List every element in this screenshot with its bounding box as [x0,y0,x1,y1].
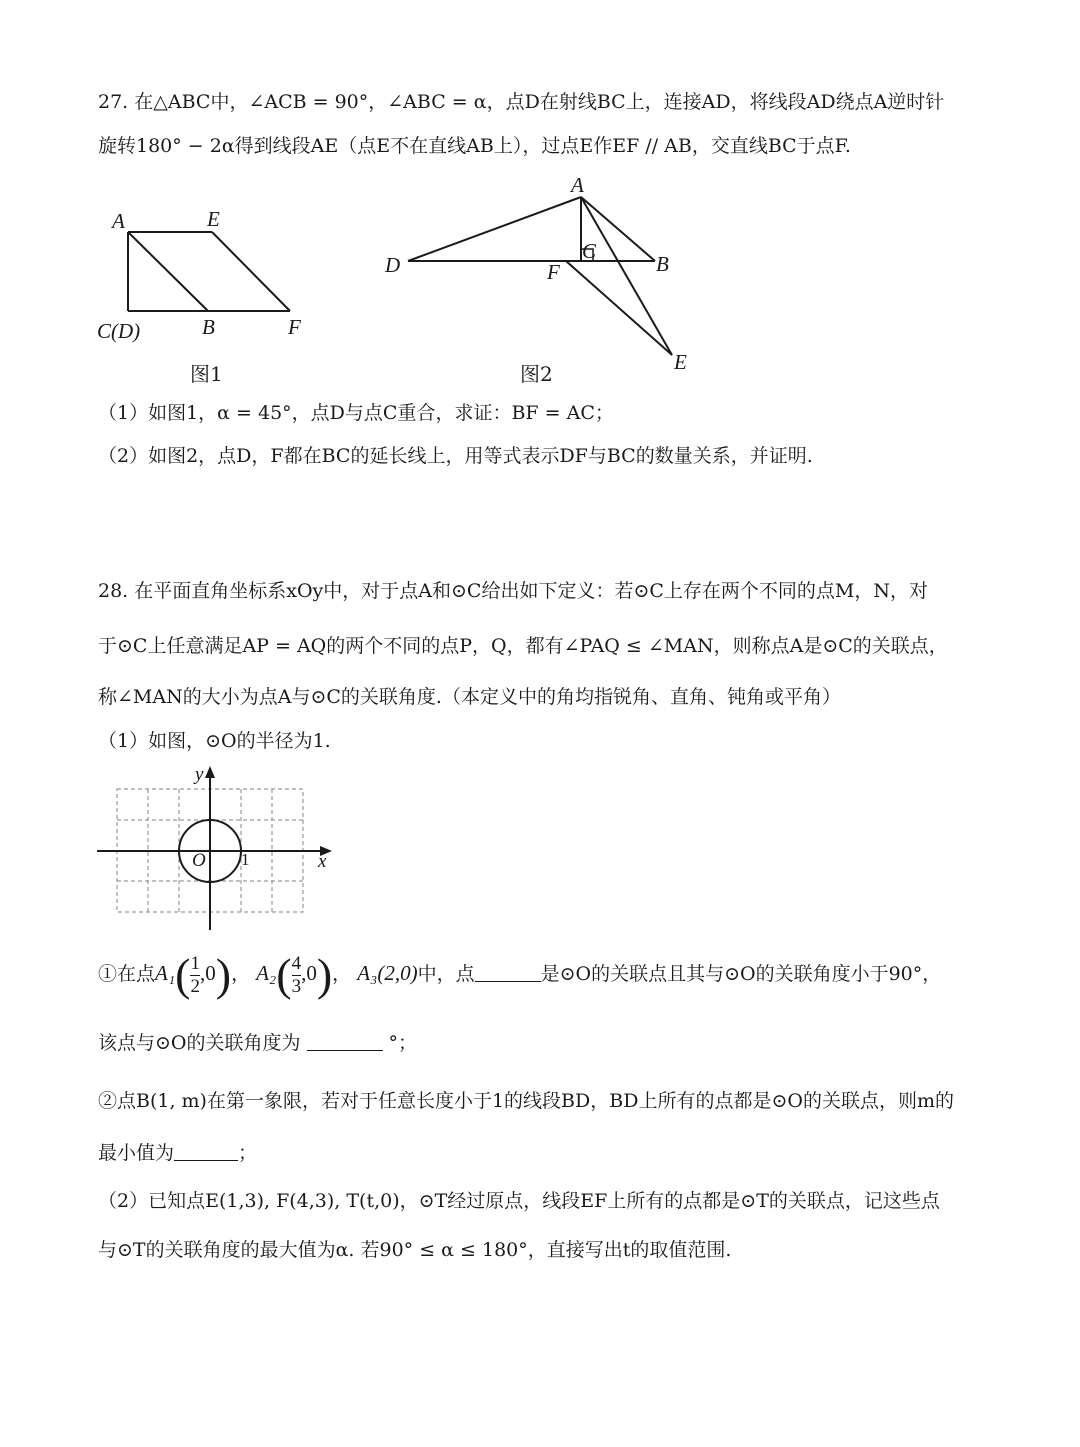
answer-blank-point[interactable] [475,961,541,982]
fig2-label-D: D [385,253,401,277]
point-A2-label: A₂ [256,961,277,985]
fig1-label-E: E [207,207,220,231]
point-A2-rest: ,0 [301,961,317,985]
point-A1-rest: ,0 [199,961,216,985]
q28-sub1-line-2 [98,1030,417,1055]
q28-line-3: 称∠MAN的大小为点A与⊙C的关联角度.（本定义中的角均指锐角、直角、钝角或平角） [98,686,841,708]
q28-sub1-line-1: ①在点A₁( $\frac{1}{2}$ ,0)， A₂( $\frac{4}{3}$ ,0)， A₃(2,0)中，点 是⊙O的关联点且其与⊙O的关联角度小于90°， [98,949,942,1000]
left-paren-icon: ( [175,949,191,1000]
fig2-label-F: F [547,260,560,284]
fig2-caption: 图2 [520,362,553,386]
q28-part-2-line-2: 与⊙T的关联角度的最大值为α. 若90° ≤ α ≤ 180°，直接写出t的取值范围. [98,1239,732,1261]
fig1-segment-EF [212,232,290,311]
fig2-segment-AE [581,197,672,355]
sub1-prefix: ①在点 [98,963,156,985]
point-A3-label: A₃(2,0) [357,961,418,985]
tick-label-1: 1 [241,850,250,869]
fraction-four-thirds [292,953,302,998]
sub1-line2-pre: 该点与⊙O的关联角度为 [98,1032,301,1054]
left-paren-icon: ( [276,949,292,1000]
sub1-mid: 中，点 [417,963,475,985]
q27-part-2: （2）如图2，点D，F都在BC的延长线上，用等式表示DF与BC的数量关系，并证明. [98,445,813,467]
q27-line-2: 旋转180° − 2α得到线段AE（点E不在直线AB上），过点E作EF // AB，交直线BC于点F. [98,135,851,157]
fig2-label-B: B [656,252,669,276]
q27-part-1: （1）如图1，α = 45°，点D与点C重合，求证：BF = AC； [98,402,614,424]
axis-label-y: y [195,764,204,785]
fraction-denominator: 2 [190,975,200,997]
right-paren-icon: ) [215,949,232,1000]
figure-2 [380,172,720,377]
fig1-label-CD: C(D) [97,319,141,343]
figure-1 [90,200,330,350]
y-axis-arrow-icon [205,766,215,778]
right-paren-icon: ) [316,949,333,1000]
fig2-label-A: A [571,173,584,197]
q28-line-1: 28. 在平面直角坐标系xOy中，对于点A和⊙C给出如下定义：若⊙C上存在两个不同的点M，N，对 [98,580,928,602]
sub1-after: 是⊙O的关联点且其与⊙O的关联角度小于90°， [540,963,942,985]
sub1-line2-post: °； [388,1032,418,1054]
q28-sub2-line-2 [98,1140,257,1165]
fig2-label-E: E [674,350,687,374]
fraction-numerator: 1 [190,952,200,974]
q28-part-2-line-1: （2）已知点E(1,3), F(4,3), T(t,0)，⊙T经过原点，线段EF上所有的点都是⊙T的关联点，记这些点 [98,1190,940,1212]
q28-line-2: 于⊙C上任意满足AP = AQ的两个不同的点P，Q，都有∠PAQ ≤ ∠MAN，则称点A是⊙C的关联点， [98,635,948,657]
fraction-numerator: 4 [291,952,302,974]
origin-label: O [192,850,206,871]
fig1-label-F: F [288,315,301,339]
q27-line-1: 27. 在△ABC中，∠ACB = 90°，∠ABC = α，点D在射线BC上，连接AD，将线段AD绕点A逆时针 [98,91,945,113]
q28-part-1: （1）如图，⊙O的半径为1. [98,730,331,752]
axis-label-x: x [318,851,327,872]
answer-blank-m[interactable] [174,1140,238,1161]
coordinate-graph [92,762,342,937]
fraction-denominator: 3 [291,975,302,997]
answer-blank-angle[interactable] [307,1030,383,1051]
q28-sub2-line-1: ②点B(1, m)在第一象限，若对于任意长度小于1的线段BD，BD上所有的点都是⊙O的关联点，则m的 [98,1090,954,1112]
fig2-label-C: C [582,239,597,263]
fig1-segment-AB [128,232,208,311]
fig2-segment-AD [408,197,581,261]
sub2-line2-pre: 最小值为 [98,1142,175,1164]
fig1-label-B: B [202,315,215,339]
fraction-one-half [190,953,200,998]
sub2-line2-post: ； [238,1142,258,1164]
fig1-label-A: A [112,209,125,233]
point-A1-label: A₁ [155,961,176,985]
fig1-caption: 图1 [190,362,223,386]
